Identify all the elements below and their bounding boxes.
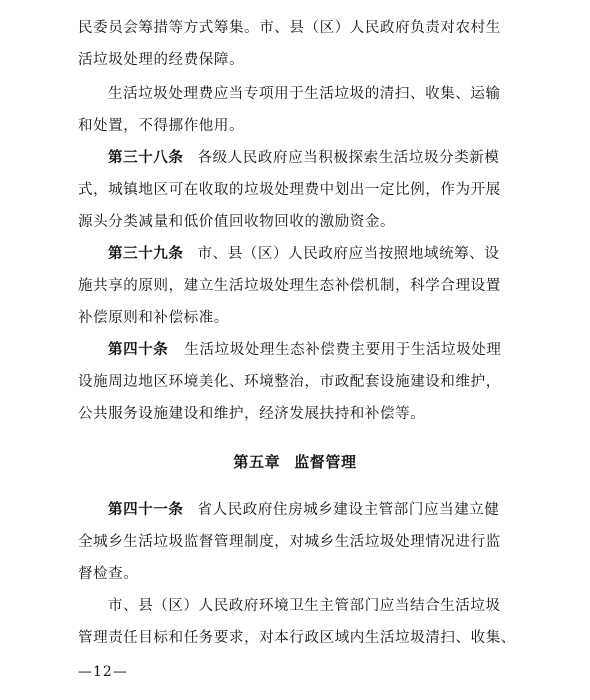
article-40-heading: 第四十条 — [108, 342, 169, 358]
paragraph-line: 补偿原则和补偿标准。 — [78, 310, 229, 326]
article-38-heading: 第三十八条 — [108, 150, 184, 166]
paragraph-line: 源头分类减量和低价值回收物回收的激励资金。 — [78, 214, 396, 230]
paragraph-text: 各级人民政府应当积极探索生活垃圾分类新模 — [197, 150, 500, 166]
paragraph-text: 生活垃圾处理生态补偿费主要用于生活垃圾处理 — [184, 342, 502, 358]
paragraph-line: 设施周边地区环境美化、环境整治，市政配套设施建设和维护， — [78, 374, 501, 390]
article-39-first-line — [108, 244, 548, 264]
paragraph-line: 和处置，不得挪作他用。 — [78, 118, 245, 134]
paragraph-line: 生活垃圾处理费应当专项用于生活垃圾的清扫、收集、运输 — [108, 86, 501, 102]
paragraph-line: 式，城镇地区可在收取的垃圾处理费中划出一定比例，作为开展 — [78, 182, 501, 198]
article-39-heading: 第三十九条 — [108, 246, 184, 262]
paragraph-line: 市、县（区）人民政府环境卫生主管部门应当结合生活垃圾 — [108, 598, 501, 614]
article-38-first-line — [108, 148, 548, 168]
article-41-first-line — [108, 500, 548, 520]
paragraph-line: 管理责任目标和任务要求，对本行政区域内生活垃圾清扫、收集、 — [78, 630, 516, 646]
paragraph-line: 活垃圾处理的经费保障。 — [78, 52, 245, 68]
chapter-heading — [0, 452, 590, 472]
page-number: —12— — [78, 664, 128, 680]
paragraph-text: 市、县（区）人民政府应当按照地域统筹、设 — [197, 246, 500, 262]
paragraph-line: 民委员会筹措等方式筹集。市、县（区）人民政府负责对农村生 — [78, 20, 501, 36]
article-40-first-line — [108, 340, 548, 360]
paragraph-line: 督检查。 — [78, 566, 139, 582]
paragraph-line: 施共享的原则，建立生活垃圾处理生态补偿机制，科学合理设置 — [78, 278, 501, 294]
article-41-heading: 第四十一条 — [108, 502, 184, 518]
paragraph-line: 公共服务设施建设和维护，经济发展扶持和补偿等。 — [78, 406, 426, 422]
chapter-title: 监督管理 — [294, 453, 357, 471]
paragraph-line: 全城乡生活垃圾监督管理制度，对城乡生活垃圾处理情况进行监 — [78, 534, 501, 550]
paragraph-text: 省人民政府住房城乡建设主管部门应当建立健 — [197, 502, 500, 518]
chapter-number: 第五章 — [233, 453, 281, 471]
